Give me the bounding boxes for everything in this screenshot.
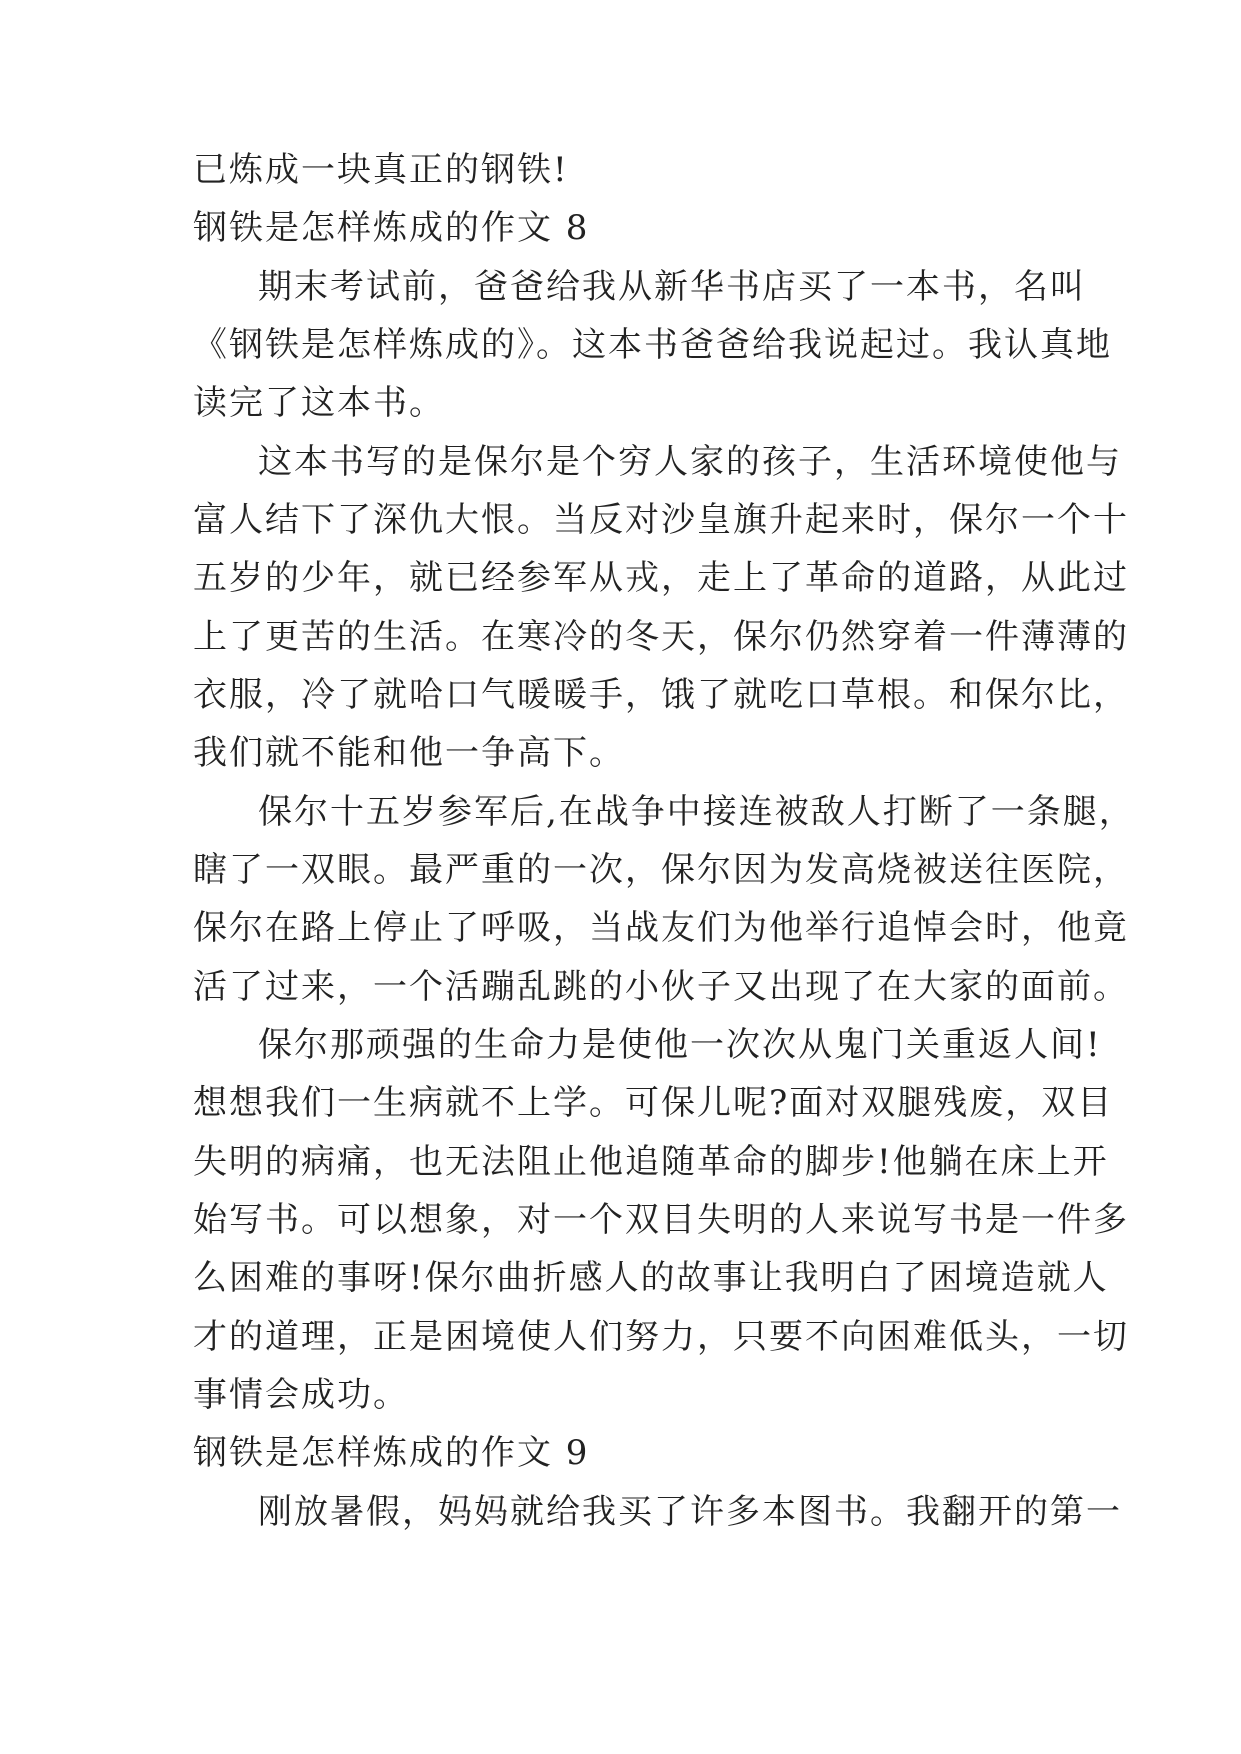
- paragraph-line: 富人结下了深仇大恨。当反对沙皇旗升起来时，保尔一个十: [193, 500, 1129, 540]
- paragraph-line: 读完了这本书。: [193, 383, 445, 423]
- paragraph-line: 刚放暑假，妈妈就给我买了许多本图书。我翻开的第一: [258, 1492, 1122, 1532]
- paragraph-line: 上了更苦的生活。在寒冷的冬天，保尔仍然穿着一件薄薄的: [193, 617, 1129, 657]
- paragraph-line: 活了过来，一个活蹦乱跳的小伙子又出现了在大家的面前。: [193, 967, 1129, 1007]
- paragraph-line: 保尔在路上停止了呼吸，当战友们为他举行追悼会时，他竟: [193, 908, 1129, 948]
- section-heading: 钢铁是怎样炼成的作文 9: [193, 1433, 590, 1473]
- paragraph-line: 失明的病痛，也无法阻止他追随革命的脚步!他躺在床上开: [193, 1142, 1109, 1182]
- paragraph-line: 这本书写的是保尔是个穷人家的孩子，生活环境使他与: [258, 442, 1122, 482]
- section-heading: 钢铁是怎样炼成的作文 8: [193, 208, 590, 248]
- paragraph-line: 衣服，冷了就哈口气暖暖手，饿了就吃口草根。和保尔比，: [193, 675, 1129, 715]
- paragraph-line: 才的道理，正是困境使人们努力，只要不向困难低头，一切: [193, 1317, 1129, 1357]
- paragraph-line: 想想我们一生病就不上学。可保儿呢?面对双腿残废，双目: [193, 1083, 1114, 1123]
- paragraph-line: 事情会成功。: [193, 1375, 409, 1415]
- paragraph-line: 始写书。可以想象，对一个双目失明的人来说写书是一件多: [193, 1200, 1129, 1240]
- paragraph-line: 瞎了一双眼。最严重的一次，保尔因为发高烧被送往医院，: [193, 850, 1129, 890]
- paragraph-line: 保尔那顽强的生命力是使他一次次从鬼门关重返人间!: [258, 1025, 1102, 1065]
- paragraph-line: 已炼成一块真正的钢铁!: [193, 150, 569, 190]
- paragraph-line: 五岁的少年，就已经参军从戎，走上了革命的道路，从此过: [193, 558, 1129, 598]
- paragraph-line: 保尔十五岁参军后,在战争中接连被敌人打断了一条腿，: [258, 792, 1135, 832]
- paragraph-line: 期末考试前，爸爸给我从新华书店买了一本书，名叫: [258, 267, 1086, 307]
- paragraph-line: 我们就不能和他一争高下。: [193, 733, 625, 773]
- paragraph-line: 么困难的事呀!保尔曲折感人的故事让我明白了困境造就人: [193, 1258, 1109, 1298]
- paragraph-line: 《钢铁是怎样炼成的》。这本书爸爸给我说起过。我认真地: [193, 325, 1112, 365]
